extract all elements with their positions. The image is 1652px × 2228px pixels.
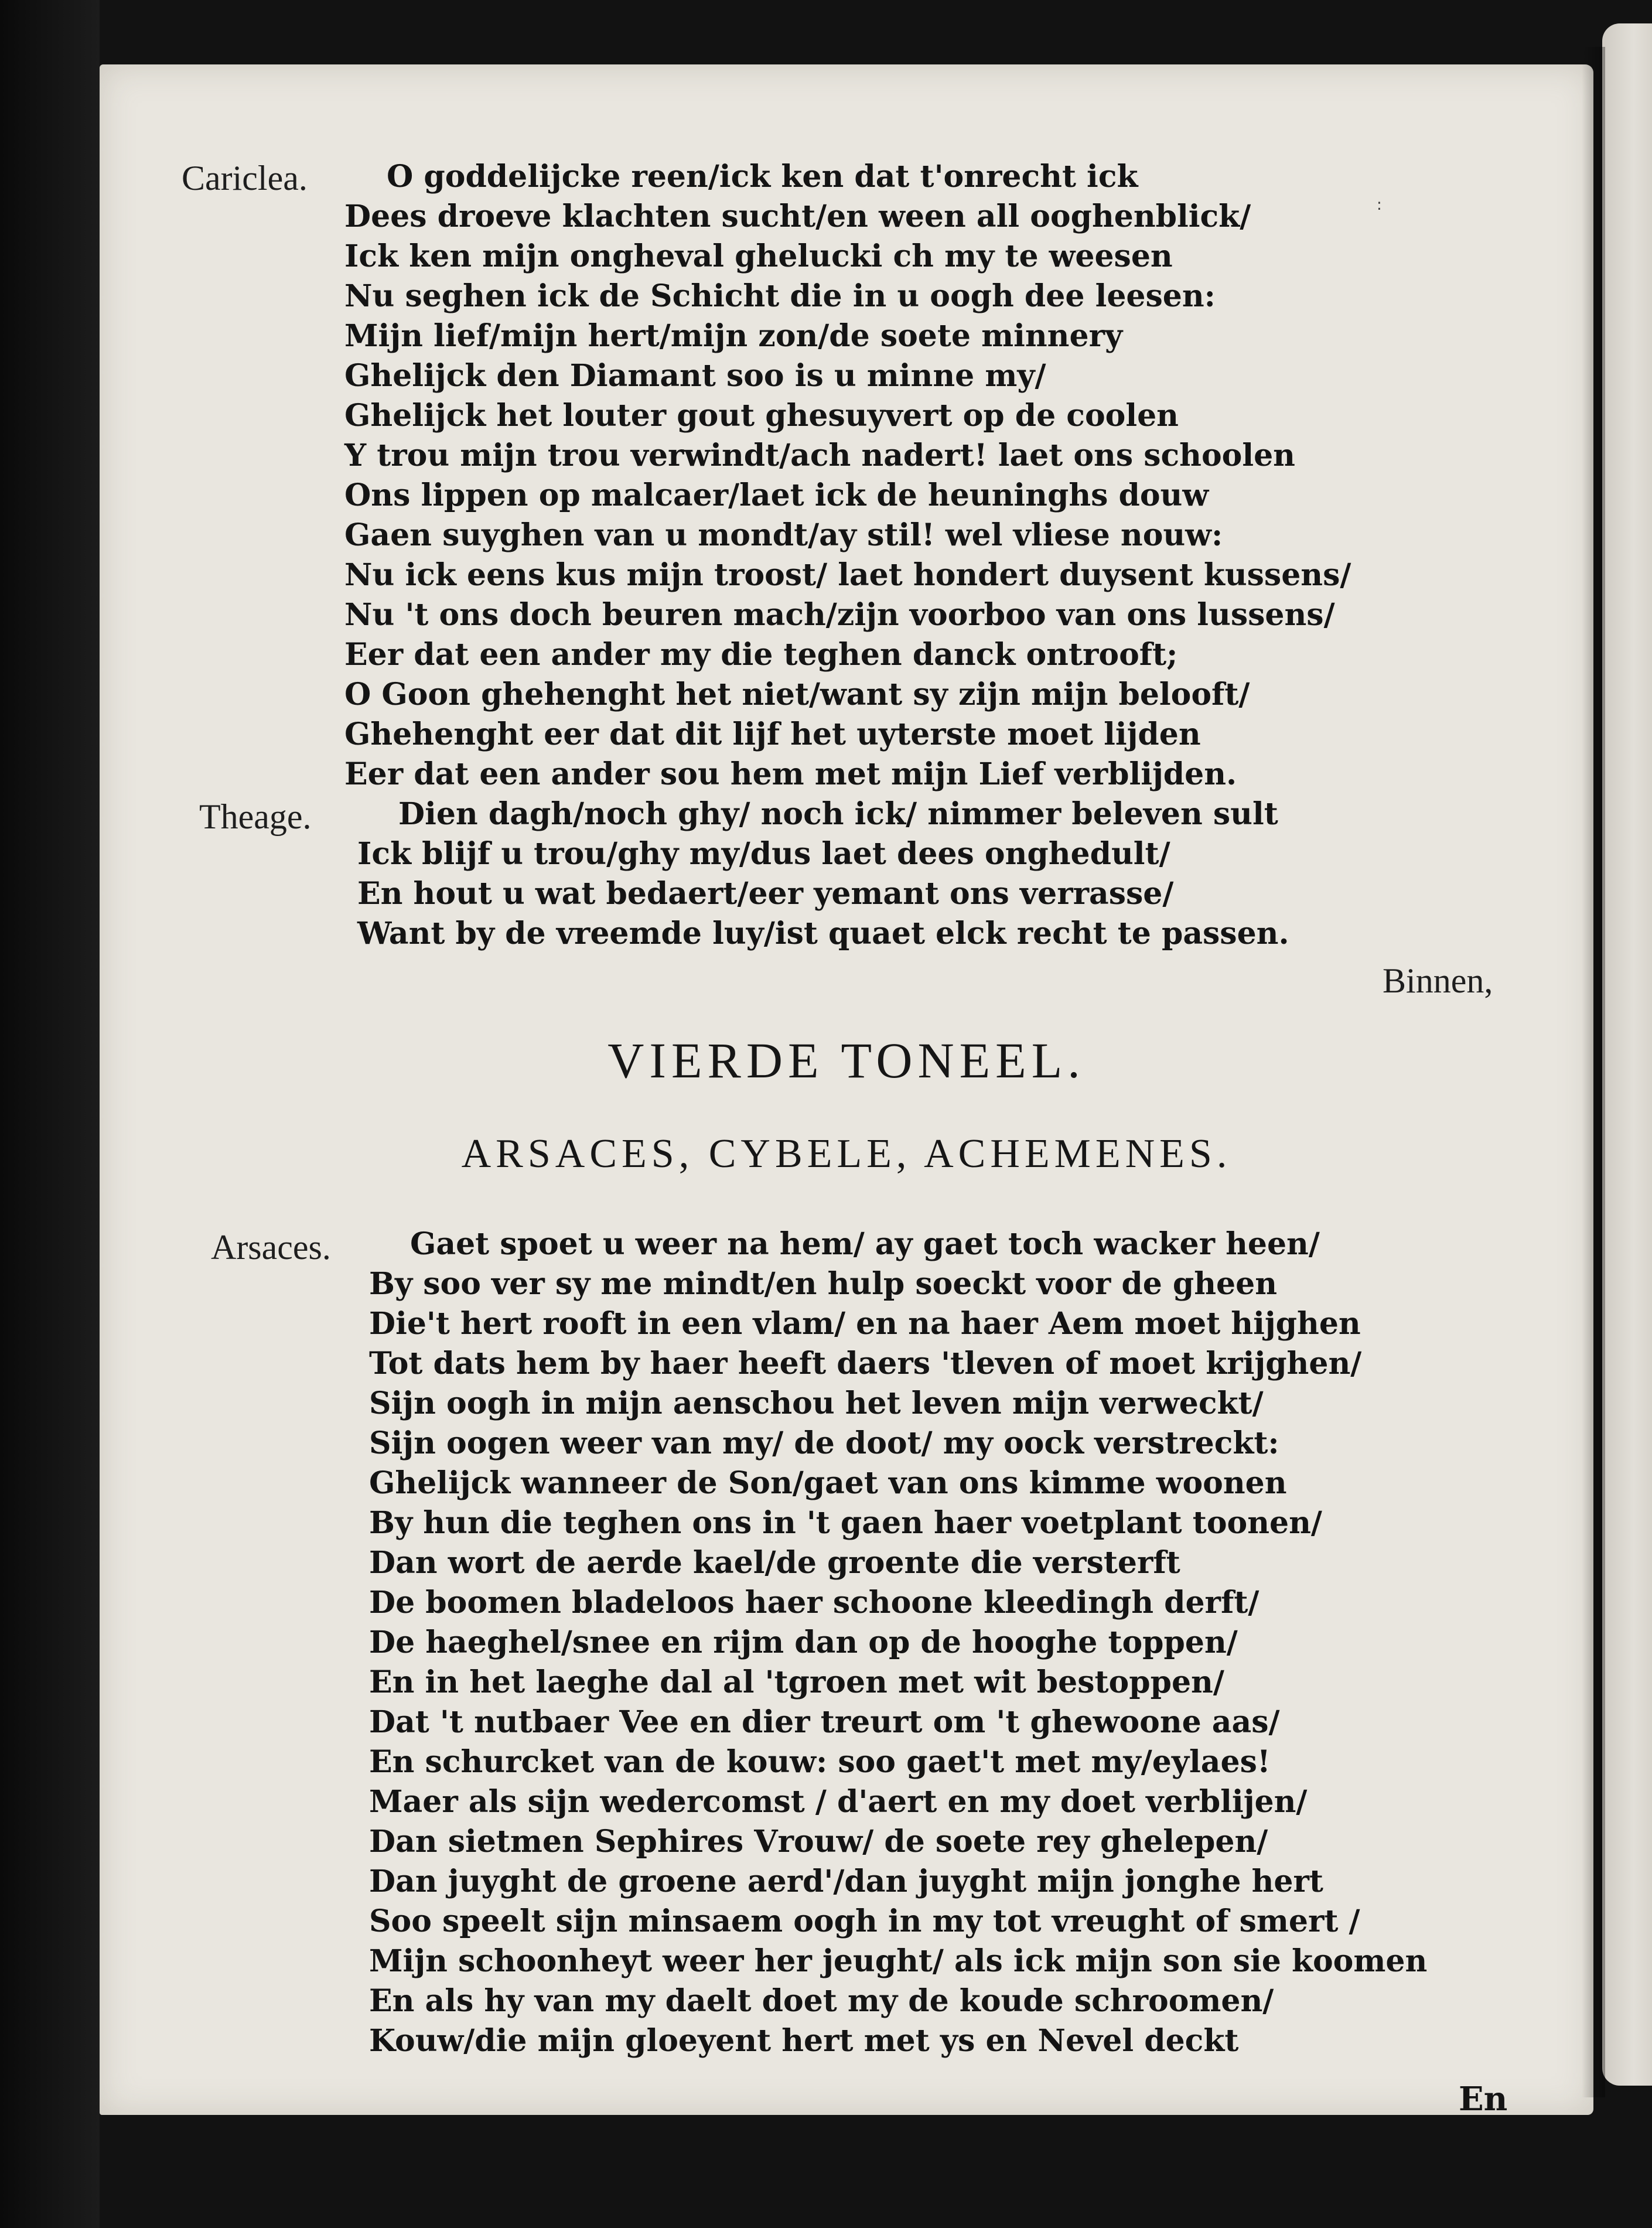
verse-line: Want by de vreemde luy/ist quaet elck recht te passen. [357, 916, 1289, 951]
verse-line: Eer dat een ander my die teghen danck ontrooft; [344, 637, 1178, 673]
verse-line: Sijn oogen weer van my/ de doot/ my oock verstreckt: [369, 1425, 1279, 1461]
page-gutter-shadow [1582, 47, 1605, 2097]
verse-line: By soo ver sy me mindt/en hulp soeckt voor de gheen [369, 1266, 1278, 1302]
verse-line: Ghelijck het louter gout ghesuyvert op de coolen [344, 398, 1179, 434]
verse-line: Gaet spoet u weer na hem/ ay gaet toch wacker heen/ [410, 1226, 1320, 1262]
scene-title: VIERDE TONEEL. [607, 1032, 1086, 1089]
verse-line: Dan juyght de groene aerd'/dan juyght mijn jonghe hert [369, 1864, 1323, 1899]
catchword: En [1459, 2080, 1508, 2118]
verse-line: Dat 't nutbaer Vee en dier treurt om 't ghewoone aas/ [369, 1704, 1280, 1740]
verse-line: Dan wort de aerde kael/de groente die versterft [369, 1545, 1180, 1581]
verse-line: Ghehenght eer dat dit lijf het uyterste moet lijden [344, 716, 1201, 752]
verse-line: En schurcket van de kouw: soo gaet't met my/eylaes! [369, 1744, 1271, 1780]
verse-line: Mijn schoonheyt weer her jeught/ als ick mijn son sie koomen [369, 1943, 1428, 1979]
verse-line: Ghelijck wanneer de Son/gaet van ons kimme woonen [369, 1465, 1287, 1501]
verse-line: Dees droeve klachten sucht/en ween all ooghenblick/ [344, 199, 1251, 234]
speaker-label: Arsaces. [211, 1228, 331, 1267]
verse-line: De haeghel/snee en rijm dan op de hooghe toppen/ [369, 1625, 1238, 1660]
book-spine-shadow [0, 0, 100, 2228]
verse-line: Soo speelt sijn minsaem oogh in my tot vreught of smert / [369, 1903, 1360, 1939]
verse-line: Mijn lief/mijn hert/mijn zon/de soete minnery [344, 318, 1123, 354]
verse-line: O goddelijcke reen/ick ken dat t'onrecht ick [387, 159, 1138, 195]
verse-line: Gaen suyghen van u mondt/ay stil! wel vliese nouw: [344, 517, 1223, 553]
verse-line: En in het laeghe dal al 'tgroen met wit bestoppen/ [369, 1664, 1224, 1700]
verse-line: Y trou mijn trou verwindt/ach nadert! laet ons schoolen [344, 438, 1295, 473]
verse-line: Nu ick eens kus mijn troost/ laet hondert duysent kussens/ [344, 557, 1351, 593]
verse-line: Ick ken mijn ongheval ghelucki ch my te weesen [344, 238, 1173, 274]
verse-line: Sijn oogh in mijn aenschou het leven mijn verweckt/ [369, 1386, 1264, 1421]
speaker-label: Theage. [199, 797, 312, 836]
verse-line: Kouw/die mijn gloeyent hert met ys en Nevel deckt [369, 2023, 1239, 2059]
verse-line: Ick blijf u trou/ghy my/dus laet dees onghedult/ [357, 836, 1170, 872]
verse-line: Tot dats hem by haer heeft daers 'tleven of moet krijghen/ [369, 1346, 1362, 1381]
verse-line: En hout u wat bedaert/eer yemant ons verrasse/ [357, 876, 1174, 912]
speaker-label: Cariclea. [182, 159, 308, 197]
verse-line: By hun die teghen ons in 't gaen haer voetplant toonen/ [369, 1505, 1322, 1541]
verse-line: O Goon ghehenght het niet/want sy zijn mijn belooft/ [344, 677, 1250, 712]
verse-line: Ons lippen op malcaer/laet ick de heuninghs douw [344, 477, 1209, 513]
scene-persons: ARSACES, CYBELE, ACHEMENES. [461, 1131, 1232, 1176]
verse-line: Eer dat een ander sou hem met mijn Lief verblijden. [344, 756, 1237, 792]
verse-line: Die't hert rooft in een vlam/ en na haer Aem moet hijghen [369, 1306, 1361, 1342]
stage-direction: Binnen, [1383, 961, 1493, 1000]
verse-line: Dien dagh/noch ghy/ noch ick/ nimmer beleven sult [398, 796, 1278, 832]
verse-line: Maer als sijn wedercomst / d'aert en my doet verblijen/ [369, 1784, 1308, 1820]
facing-page-edge [1602, 23, 1652, 2086]
book-page [100, 64, 1593, 2118]
verse-line: Nu seghen ick de Schicht die in u oogh dee leesen: [344, 278, 1216, 314]
verse-line: Nu 't ons doch beuren mach/zijn voorboo van ons lussens/ [344, 597, 1335, 633]
verse-line: En als hy van my daelt doet my de koude schroomen/ [369, 1983, 1274, 2019]
verse-line: De boomen bladeloos haer schoone kleedingh derft/ [369, 1585, 1260, 1620]
margin-mark: : [1377, 196, 1382, 214]
verse-line: Dan sietmen Sephires Vrouw/ de soete rey ghelepen/ [369, 1824, 1268, 1859]
verse-line: Ghelijck den Diamant soo is u minne my/ [344, 358, 1046, 394]
